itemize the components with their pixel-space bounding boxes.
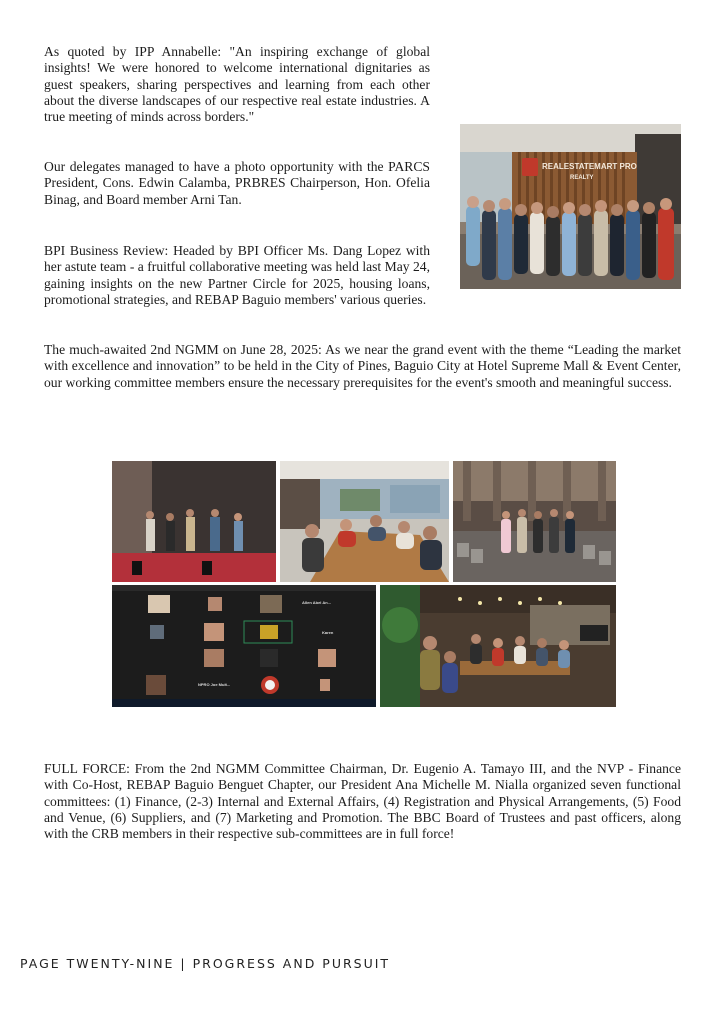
ipp-quote-paragraph: As quoted by IPP Annabelle: "An inspiring exchange of global insights! We were honored to welcome international dignitaries as guest speakers, sharing perspectives and learning from each other about the diverse landscapes of our respective real estate industries. A true meeting of minds across borders."	[44, 44, 430, 125]
bpi-meeting-photo	[280, 461, 449, 582]
zoom-tile-name-npro: NPRO Joe Mult...	[198, 682, 231, 687]
bpi-review-paragraph: BPI Business Review: Headed by BPI Officer Ms. Dang Lopez with her astute team - a fruitful collaborative meeting was held last May 24, gaining insights on the new Partner Circle for 2025, housing loans, promotional strategies, and REBAP Baguio members' various queries.	[44, 243, 430, 307]
photo-opportunity-paragraph: Our delegates managed to have a photo opportunity with the PARCS President, Cons. Edwin Calamba, PRBRES Chairperson, Hon. Ofelia Binag, and Board member Arni Tan.	[44, 159, 430, 207]
zoom-tile-name-allen: Allen Abel An...	[302, 600, 332, 605]
realty-group-photo	[460, 124, 681, 289]
page-footer: PAGE TWENTY-NINE | PROGRESS AND PURSUIT	[20, 956, 391, 971]
full-force-paragraph: FULL FORCE: From the 2nd NGMM Committee Chairman, Dr. Eugenio A. Tamayo III, and the NVP - Finance with Co-Host, REBAP Baguio Benguet Chapter, our President Ana Michelle M. Nialla organized seven functional committees: (1) Finance, (2-3) Internal and External Affairs, (4) Registration and Physical Arrangements, (5) Food and Venue, (6) Suppliers, and (7) Marketing and Promotion. The BBC Board of Trustees and past officers, along with the CRB members in their respective sub-committees are in full force!	[44, 761, 681, 842]
realty-sign-text: REALESTATEMART PRO	[542, 162, 637, 171]
event-hall-photo	[453, 461, 616, 582]
committee-lounge-photo	[380, 585, 616, 707]
zoom-tile-name-karen: Karen	[322, 630, 334, 635]
realty-sign-subtext: REALTY	[570, 175, 594, 181]
ngmm-paragraph: The much-awaited 2nd NGMM on June 28, 2025: As we near the grand event with the theme “Leading the market with excellence and innovation” to be held in the City of Pines, Baguio City at Hotel Supreme Mall & Event Center, our working committee members ensure the necessary prerequisites for the event's smooth and meaningful success.	[44, 342, 681, 390]
stage-group-photo	[112, 461, 276, 582]
zoom-meeting-screenshot	[112, 585, 376, 707]
